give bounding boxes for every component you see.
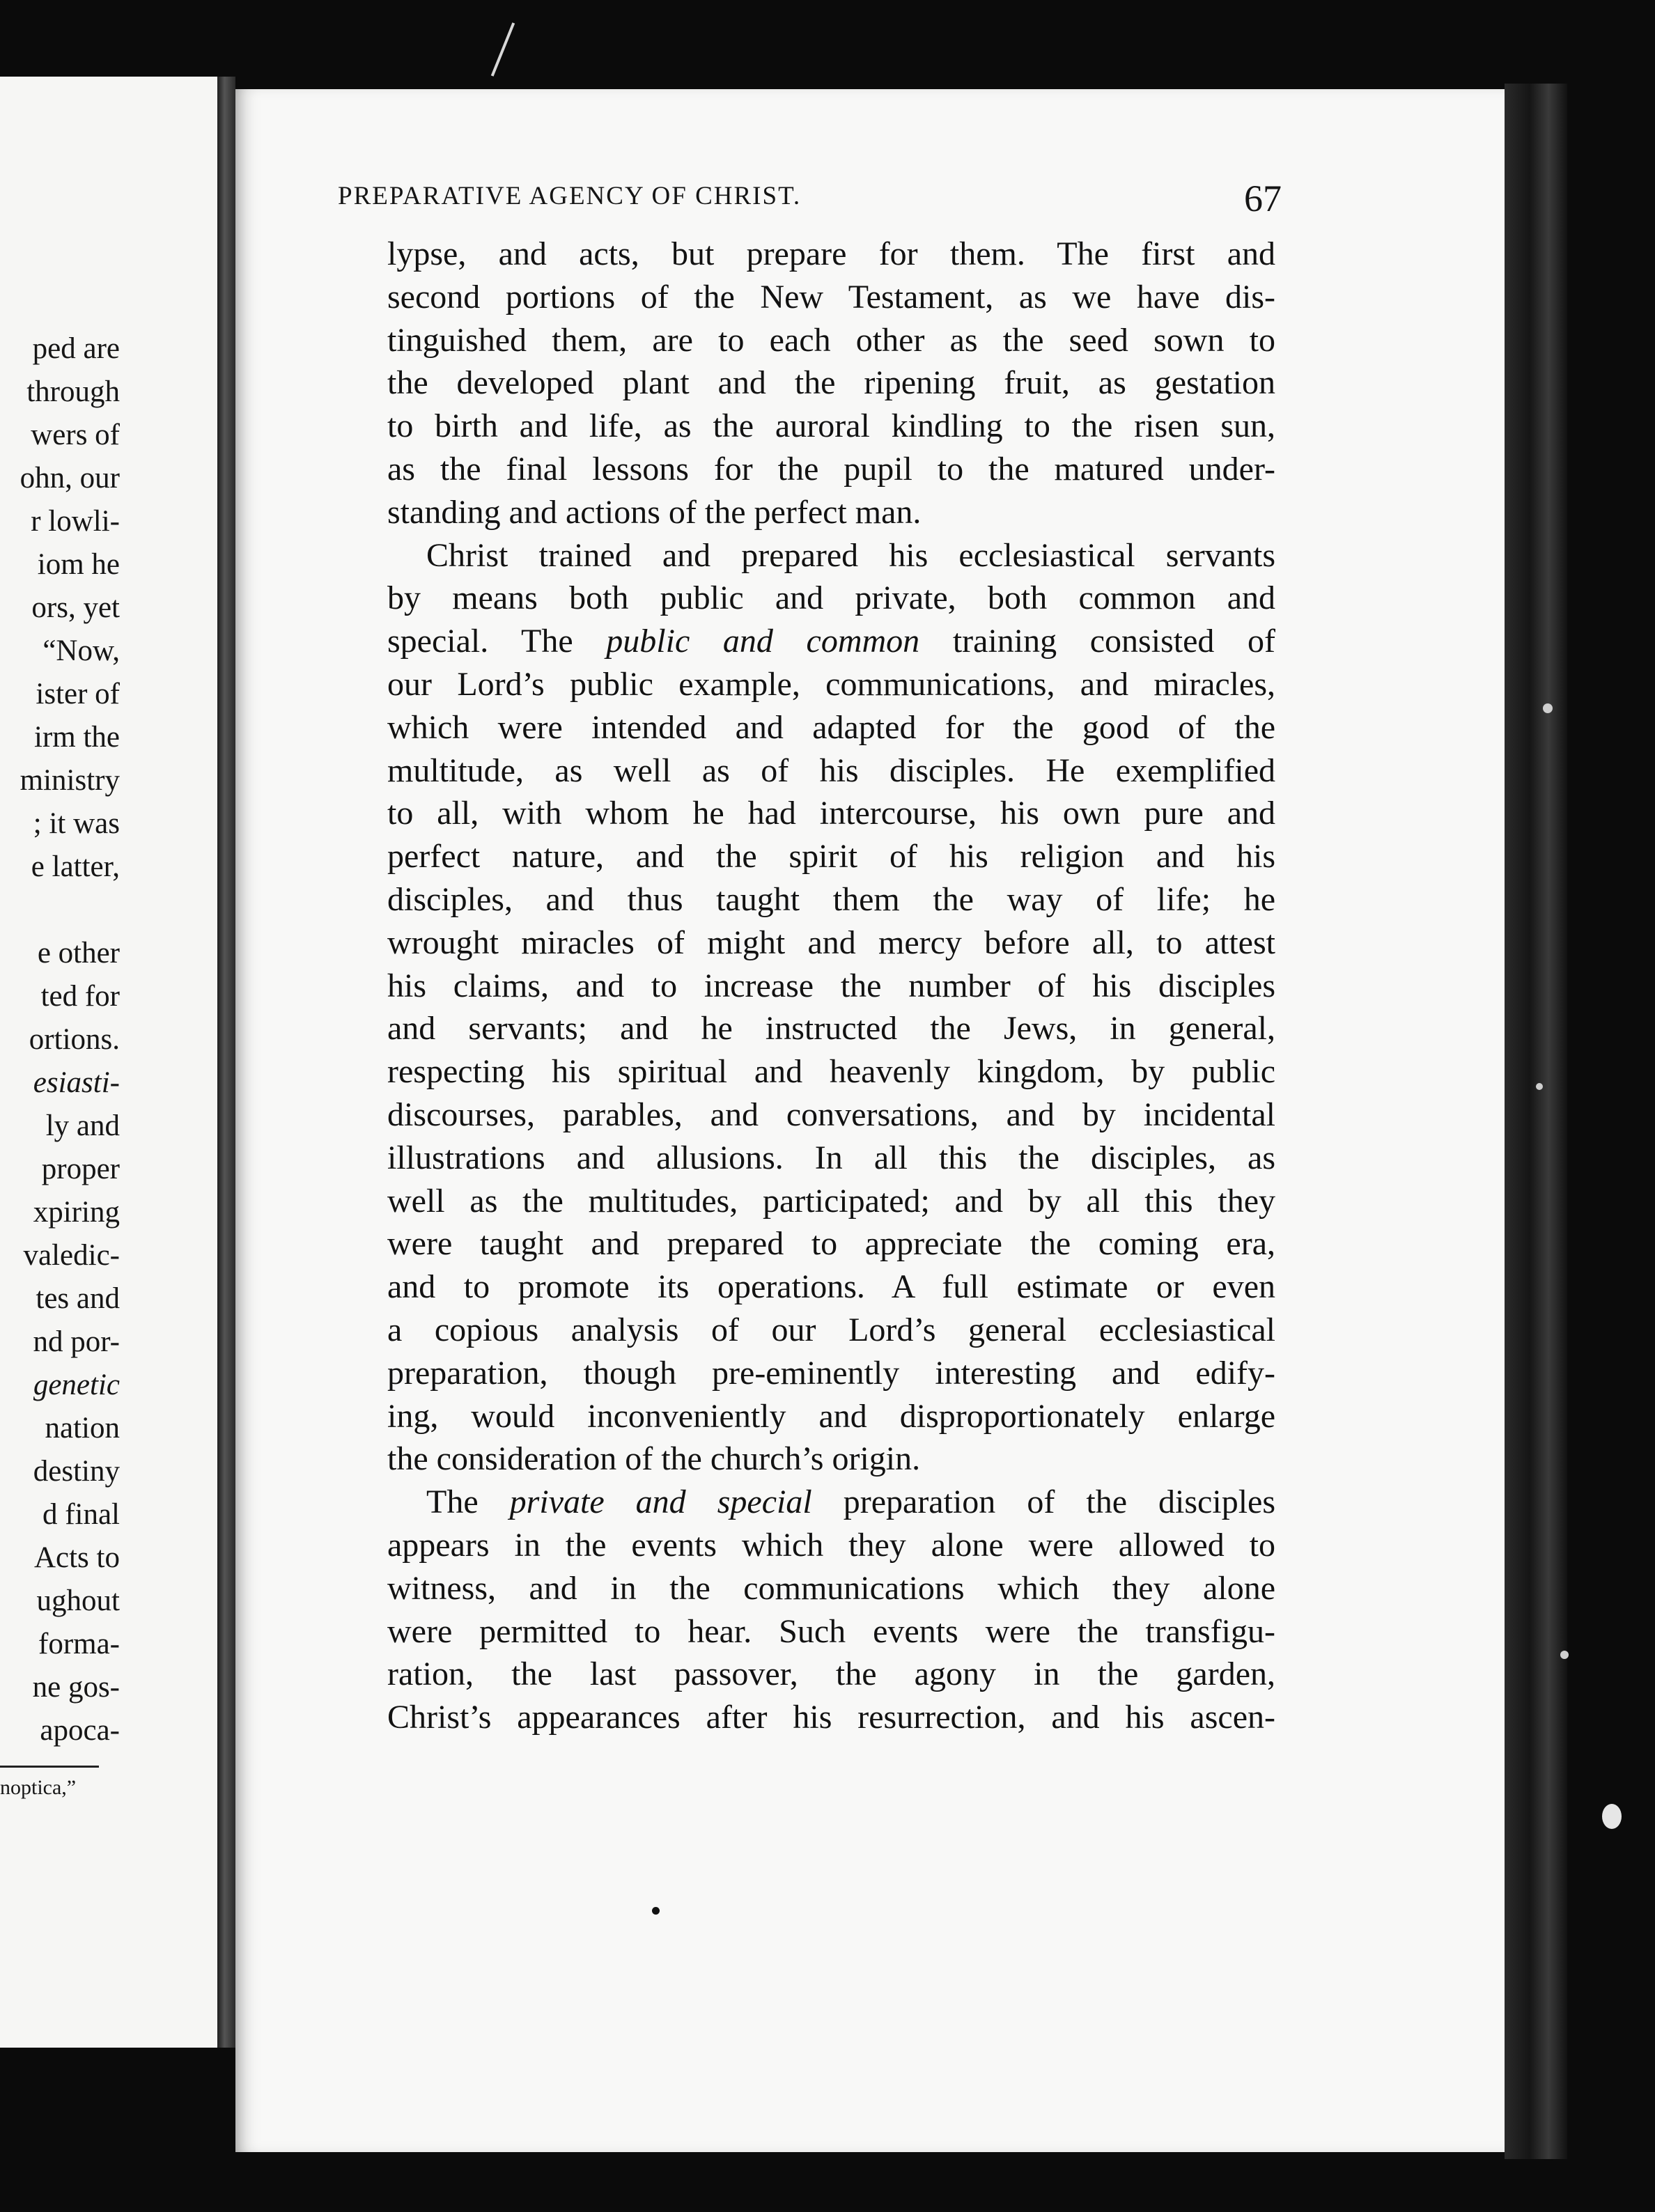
italic-phrase: private and special [509,1483,812,1521]
text-line-mixed [387,620,1275,663]
left-fragment: ly and [45,1109,120,1142]
left-fragment: ors, yet [31,591,120,624]
text-line: ing, would inconveniently and disproportionately enlarge [387,1397,1275,1435]
text-line: to birth and life, as the auroral kindling to the risen sun, [387,407,1275,445]
left-fragment: “Now, [42,634,120,667]
book-edge [1505,84,1567,2159]
running-title: PREPARATIVE AGENCY OF CHRIST. [338,182,802,210]
text-line: lypse, and acts, but prepare for them. The first and [387,235,1275,272]
text-line: by means both public and private, both common and [387,579,1275,617]
left-fragment: r lowli- [31,505,120,538]
text-line: wrought miracles of might and mercy before all, to attest [387,924,1275,961]
left-fragment: through [26,375,120,408]
left-fragment: d final [42,1498,120,1531]
left-fragment: ped are [32,332,120,365]
text-line: perfect nature, and the spirit of his religion and his [387,838,1275,875]
left-fragment: e other [37,937,120,969]
text-line: were taught and prepared to appreciate the coming era, [387,1225,1275,1263]
left-fragment: e latter, [31,850,120,883]
left-fragment: xpiring [33,1196,120,1229]
left-fragment: ne gos- [32,1671,120,1704]
text-line: witness, and in the communications which they alone [387,1569,1275,1607]
left-fragment: nd por- [33,1325,120,1358]
text-line: Christ trained and prepared his ecclesiastical servants [426,536,1275,574]
ink-dot [652,1907,660,1915]
left-fragment: iom he [37,548,120,581]
text-line: which were intended and adapted for the good of the [387,708,1275,746]
text-line: and servants; and he instructed the Jews, in general, [387,1010,1275,1047]
text-line: Christ’s appearances after his resurrection, and his ascen- [387,1699,1275,1736]
text-run: The [426,1483,510,1521]
left-fragment: valedic- [23,1239,120,1272]
page-number: 67 [1244,178,1282,219]
text-line: ration, the last passover, the agony in the garden, [387,1656,1275,1693]
text-line: disciples, and thus taught them the way of life; he [387,880,1275,918]
scan-artifact-mark [491,22,515,77]
left-fragment: ughout [36,1584,120,1617]
text-line: respecting his spiritual and heavenly kingdom, by public [387,1053,1275,1091]
left-fragment: ortions. [29,1023,120,1056]
text-line: discourses, parables, and conversations, and by incidental [387,1096,1275,1133]
left-fragment: genetic [33,1369,120,1401]
left-fragment: ister of [36,678,120,710]
left-fragment: ted for [40,980,120,1013]
text-line: tinguished them, are to each other as the seed sown to [387,321,1275,359]
text-line: a copious analysis of our Lord’s general ecclesiastical [387,1311,1275,1348]
scan-speck [1560,1651,1569,1659]
scan-speck [1543,703,1553,713]
left-fragment: wers of [31,419,120,451]
left-fragment: ohn, our [20,462,120,494]
text-line: second portions of the New Testament, as we have dis- [387,278,1275,316]
left-footnote: noptica,” [0,1776,77,1799]
text-run: preparation of the disciples [811,1483,1276,1521]
text-line: multitude, as well as of his disciples. He exemplified [387,751,1275,789]
body-text [387,233,1275,1739]
left-fragment: irm the [34,721,120,754]
left-fragment: esiasti- [33,1066,120,1099]
text-run: special. The [387,623,607,660]
left-fragment: proper [41,1153,120,1185]
left-fragment: Acts to [33,1541,120,1574]
text-line: our Lord’s public example, communications, and miracles, [387,665,1275,703]
left-fragment: ; it was [33,807,120,840]
text-line: as the final lessons for the pupil to the matured under- [387,450,1275,488]
scan-speck [1536,1083,1543,1090]
footnote-rule [0,1766,99,1768]
left-fragment: nation [45,1412,120,1444]
left-fragment: destiny [33,1455,120,1488]
text-line: illustrations and allusions. In all this the disciples, as [387,1139,1275,1176]
left-fragment: forma- [38,1628,120,1660]
text-line: the consideration of the church’s origin. [387,1440,921,1478]
text-line-mixed [387,1481,1275,1524]
left-fragment: apoca- [40,1714,120,1747]
text-line: his claims, and to increase the number of his disciples [387,967,1275,1004]
text-line: were permitted to hear. Such events were the transfigu- [387,1612,1275,1650]
left-fragment: ministry [20,764,120,797]
page-gutter [217,77,235,2048]
text-run: training consisted of [919,623,1276,660]
left-fragment: tes and [36,1282,120,1315]
text-line: the developed plant and the ripening fruit, as gestation [387,364,1275,402]
text-line: standing and actions of the perfect man. [387,493,922,531]
italic-phrase: public and common [606,623,920,660]
text-line: appears in the events which they alone were allowed to [387,1526,1275,1564]
left-page [0,77,224,2048]
text-line: to all, with whom he had intercourse, his own pure and [387,795,1275,832]
text-line: and to promote its operations. A full estimate or even [387,1268,1275,1306]
running-head [338,178,1282,223]
text-line: preparation, though pre-eminently interesting and edify- [387,1354,1275,1392]
scan-speck [1602,1804,1622,1829]
text-line: well as the multitudes, participated; and by all this they [387,1182,1275,1220]
